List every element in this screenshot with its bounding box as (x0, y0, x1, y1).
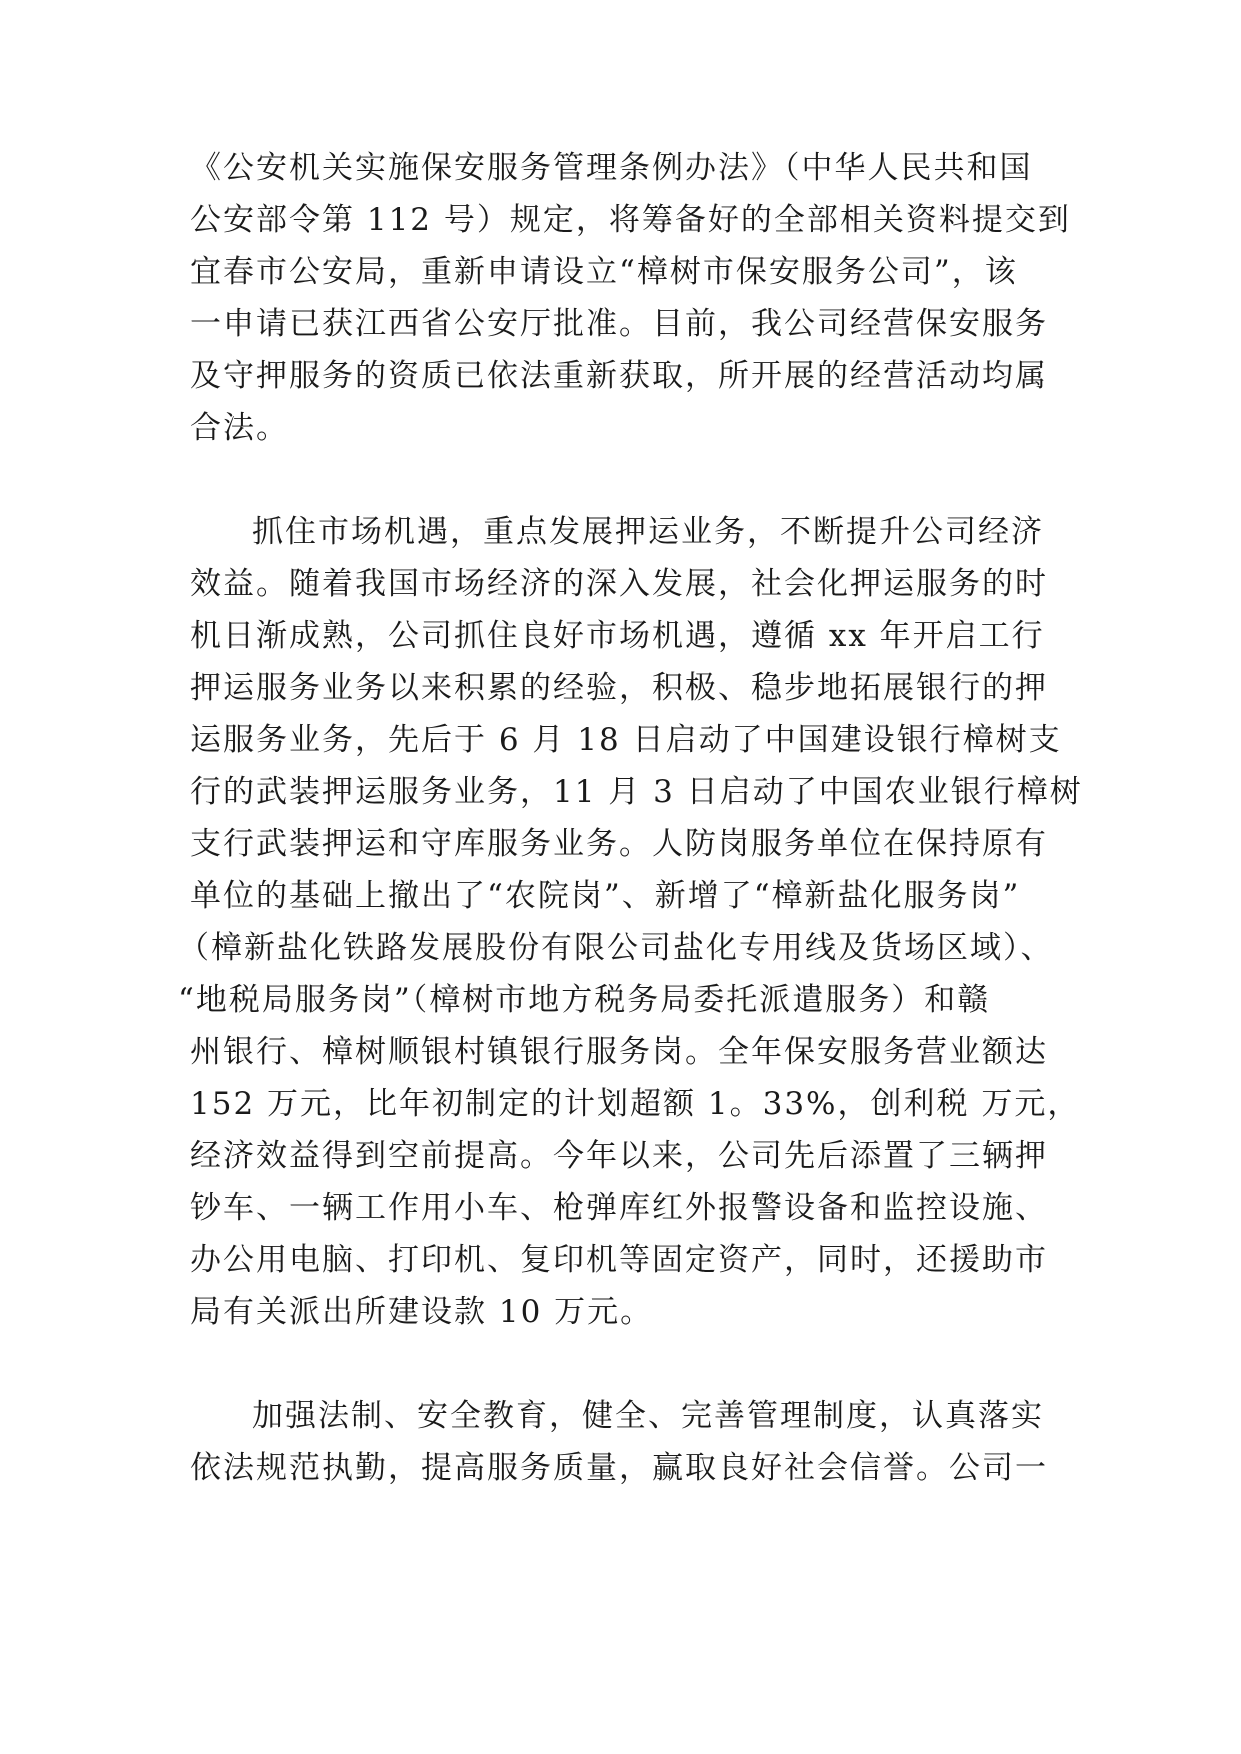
paragraph-first-line: 加强法制、安全教育，健全、完善管理制度，认真落实 (252, 1398, 1044, 1434)
text-line: 支行武装押运和守库服务业务。人防岗服务单位在保持原有 (190, 826, 1048, 862)
text-line: 行的武装押运服务业务，11 月 3 日启动了中国农业银行樟树 (190, 774, 1083, 810)
text-line: 效益。随着我国市场经济的深入发展，社会化押运服务的时 (190, 566, 1048, 602)
text-line: 一申请已获江西省公安厅批准。目前，我公司经营保安服务 (190, 306, 1048, 342)
text-line: 《公安机关实施保安服务管理条例办法》（中华人民共和国 (190, 150, 1033, 186)
text-line: 及守押服务的资质已依法重新获取，所开展的经营活动均属 (190, 358, 1048, 394)
text-line: 州银行、樟树顺银村镇银行服务岗。全年保安服务营业额达 (190, 1034, 1048, 1070)
text-line: 依法规范执勤，提高服务质量，赢取良好社会信誉。公司一 (190, 1450, 1048, 1486)
text-line: 机日渐成熟，公司抓住良好市场机遇，遵循 xx 年开启工行 (190, 618, 1045, 654)
text-line: 合法。 (190, 410, 289, 446)
text-line: 单位的基础上撤出了“农院岗”、新增了“樟新盐化服务岗” (190, 878, 1021, 914)
text-line: 经济效益得到空前提高。今年以来，公司先后添置了三辆押 (190, 1138, 1048, 1174)
text-line: “地税局服务岗”（樟树市地方税务局委托派遣服务）和赣 (178, 982, 991, 1018)
text-line: 局有关派出所建设款 10 万元。 (190, 1294, 654, 1330)
paragraph-first-line: 抓住市场机遇，重点发展押运业务，不断提升公司经济 (252, 514, 1044, 550)
text-line: （樟新盐化铁路发展股份有限公司盐化专用线及货场区域）、 (178, 930, 1054, 966)
text-line: 办公用电脑、打印机、复印机等固定资产，同时，还援助市 (190, 1242, 1048, 1278)
text-line: 152 万元，比年初制定的计划超额 1。33%，创利税 万元， (190, 1086, 1081, 1122)
text-line: 运服务业务，先后于 6 月 18 日启动了中国建设银行樟树支 (190, 722, 1062, 758)
text-line: 宜春市公安局，重新申请设立“樟树市保安服务公司”，该 (190, 254, 1018, 290)
text-line: 押运服务业务以来积累的经验，积极、稳步地拓展银行的押 (190, 670, 1048, 706)
text-line: 公安部令第 112 号）规定，将筹备好的全部相关资料提交到 (190, 202, 1071, 238)
text-line: 钞车、一辆工作用小车、枪弹库红外报警设备和监控设施、 (190, 1190, 1048, 1226)
